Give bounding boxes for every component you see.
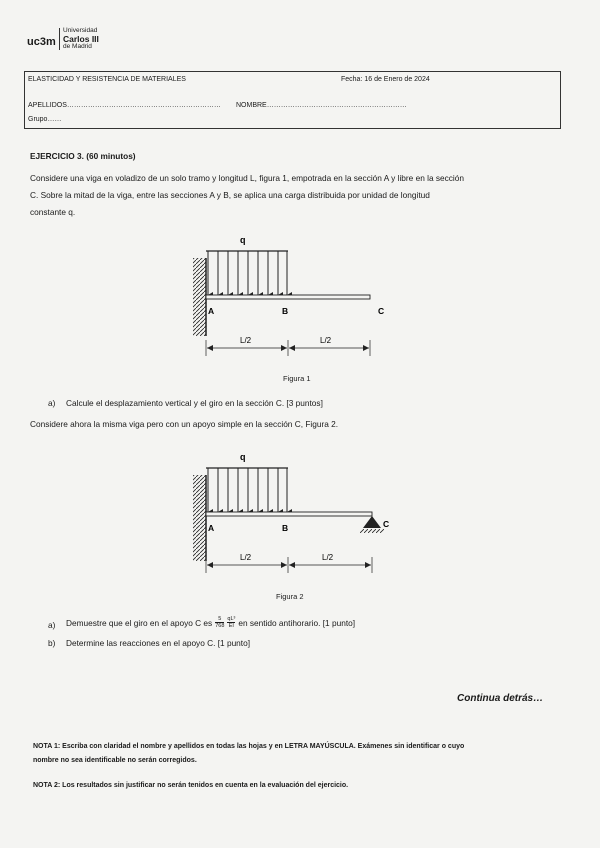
nota-1-line-1: NOTA 1: Escriba con claridad el nombre y apellidos en todas las hojas y en LETRA MAYÚSCULA. Exámenes sin identificar o cuyo: [33, 743, 465, 750]
logo-divider: [59, 28, 60, 50]
wall-fixed-support: [193, 258, 206, 336]
course-title: ELASTICIDAD Y RESISTENCIA DE MATERIALES: [28, 76, 186, 83]
intro-line-2: C. Sobre la mitad de la viga, entre las secciones A y B, se aplica una carga distribuida por unidad de longitud: [30, 190, 430, 200]
figure-2-caption: Figura 2: [276, 592, 304, 601]
coef-denominator: 768: [215, 623, 225, 629]
nombre-field: NOMBRE……………………………………………………: [236, 102, 407, 109]
figure-2: [180, 445, 410, 595]
intro-2: Considere ahora la misma viga pero con un apoyo simple en la sección C, Figura 2.: [30, 419, 339, 429]
beam: [206, 295, 370, 299]
logo-line-1: Universidad: [63, 27, 98, 34]
label-a: A: [208, 306, 215, 316]
continue-behind: Continua detrás…: [457, 693, 544, 704]
logo-university-name: [63, 27, 99, 51]
logo-short: uc3m: [27, 36, 56, 48]
wall-fixed-support: [193, 475, 206, 561]
exam-date: Fecha: 16 de Enero de 2024: [341, 76, 430, 83]
dim-left-label: L/2: [240, 553, 252, 562]
label-b: B: [282, 523, 289, 533]
expr-numerator: qL³: [227, 616, 236, 622]
dim-left-label: L/2: [240, 336, 252, 345]
dimension-lines: [206, 340, 370, 356]
q2b-text: Determine las reacciones en el apoyo C. [1 punto]: [66, 638, 251, 648]
intro-line-1: Considere una viga en voladizo de un solo tramo y longitud L, figura 1, empotrada en la sección A y libre en la sección: [30, 173, 465, 183]
exercise-title: EJERCICIO 3. (60 minutos): [30, 151, 136, 161]
q1-text: Calcule el desplazamiento vertical y el giro en la sección C. [3 puntos]: [66, 398, 323, 408]
pin-support-c: [360, 516, 384, 533]
dim-right-label: L/2: [322, 553, 334, 562]
q2b-label: b): [48, 638, 56, 648]
q2a-post: en sentido antihorario. [1 punto]: [238, 617, 356, 628]
nota-2: NOTA 2: Los resultados sin justificar no serán tenidos en cuenta en la evaluación del ejercicio.: [33, 782, 349, 789]
label-c: C: [378, 306, 385, 316]
figure-1-caption: Figura 1: [283, 374, 311, 383]
load-label-q: q: [240, 235, 246, 245]
nota-1-line-2: nombre no sea identificable no serán corregidos.: [33, 757, 197, 764]
logo-line-2: Carlos III: [63, 34, 99, 44]
beam: [206, 512, 372, 516]
q2a-pre: Demuestre que el giro en el apoyo C es: [66, 617, 213, 628]
distributed-load-q: [206, 468, 288, 512]
q2a-label: a): [48, 620, 56, 630]
expr-fraction: [227, 616, 235, 629]
figure-1: [180, 228, 410, 378]
load-label-q: q: [240, 452, 246, 462]
intro-line-3: constante q.: [30, 207, 76, 217]
coef-numerator: 5: [215, 616, 224, 623]
coef-fraction: [215, 616, 224, 629]
label-a: A: [208, 523, 215, 533]
q1-label: a): [48, 398, 56, 408]
dim-right-label: L/2: [320, 336, 332, 345]
apellidos-field: APELLIDOS…………………………………………………………: [28, 102, 221, 109]
expr-denominator: EI: [228, 623, 234, 629]
logo-line-3: de Madrid: [63, 43, 92, 50]
grupo-field: Grupo……: [28, 116, 62, 123]
label-b: B: [282, 306, 289, 316]
dimension-lines: [206, 557, 372, 573]
label-c: C: [383, 519, 390, 529]
q2a-statement: [66, 616, 355, 629]
distributed-load-q: [206, 251, 288, 295]
